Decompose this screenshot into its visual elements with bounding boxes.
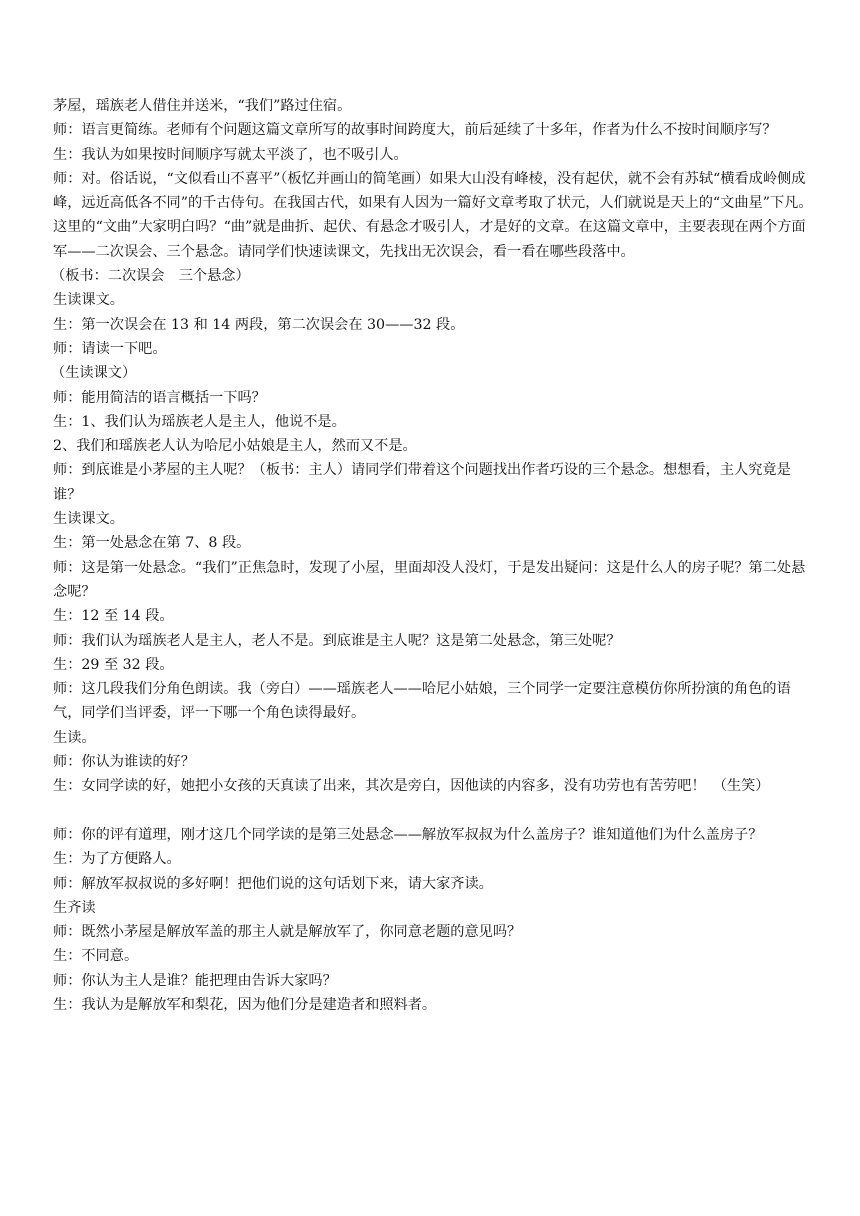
text-line: 生：第一次误会在 13 和 14 两段，第二次误会在 30——32 段。 (53, 316, 465, 333)
text-line: 师：能用简洁的语言概括一下吗？ (53, 389, 266, 406)
text-line: （生读课文） (51, 365, 137, 382)
text-line: 生齐读 (53, 899, 96, 916)
text-line: 生：女同学读的好，她把小女孩的天真读了出来，其次是旁白，因他读的内容多，没有功劳也有苦劳吧！ （生笑） (53, 778, 770, 795)
text-line: 生：我认为是解放军和梨花，因为他们分是建造者和照料者。 (53, 996, 437, 1013)
text-line: 生读课文。 (53, 511, 124, 528)
text-line: 2、我们和瑶族老人认为哈尼小姑娘是主人，然而又不是。 (53, 438, 417, 455)
text-line: 生读课文。 (53, 292, 124, 309)
text-line: 茅屋，瑶族老人借住并送米，“我们”路过住宿。 (53, 98, 352, 114)
text-line: 师：对。俗话说，“文似看山不喜平”（板忆并画山的简笔画）如果大山没有峰棱，没有起伏，就不会有苏轼“横看成岭侧成峰，远近高低各不同”的千古侍句。在我国古代，如果有人因为一篇好文章考取了状元，人们就说是天上的“文曲星”下凡。这里的“文曲”大家明白吗？“曲”就是曲折、起伏、有悬念才吸引人，才是好的文章。在这篇文章中，主要表现在两个方面军——二次误会、三个悬念。请同学们快速读课文，先找出无次误会，看一看在哪些段落中。 (53, 170, 813, 260)
text-line: 师：你认为主人是谁？能把理由告诉大家吗？ (53, 972, 337, 989)
text-line: 生：12 至 14 段。 (53, 608, 174, 625)
text-line: 师：到底谁是小茅屋的主人呢？（板书：主人）请同学们带着这个问题找出作者巧设的三个悬念。想想看，主人究竟是谁？ (53, 462, 791, 503)
text-line: （板书：二次误会 三个悬念） (51, 268, 250, 285)
text-line: 师：这是第一处悬念。“我们”正焦急时，发现了小屋，里面却没人没灯，于是发出疑问：这是什么人的房子呢？第二处悬念呢？ (53, 559, 806, 600)
blank-line (53, 799, 813, 823)
text-line: 生：29 至 32 段。 (53, 656, 174, 673)
text-line: 师：解放军叔叔说的多好啊！把他们说的这句话划下来，请大家齐读。 (53, 875, 493, 892)
text-line: 师：你认为谁读的好？ (53, 754, 195, 771)
text-line: 生：1、我们认为瑶族老人是主人，他说不是。 (53, 413, 346, 430)
text-line: 师：语言更简练。老师有个问题这篇文章所写的故事时间跨度大，前后延续了十多年，作者为什么不按时间顺序写？ (53, 122, 777, 139)
text-line: 生读。 (53, 729, 96, 746)
text-line: 师：你的评有道理，刚才这几个同学读的是第三处悬念——解放军叔叔为什么盖房子？谁知道他们为什么盖房子？ (53, 826, 763, 843)
document-page (53, 94, 813, 1017)
text-line: 师：请读一下吧。 (53, 340, 167, 357)
text-line: 生：不同意。 (53, 948, 139, 965)
text-line: 生：我认为如果按时间顺序写就太平淡了，也不吸引人。 (53, 146, 408, 163)
text-line: 生：第一处悬念在第 7、8 段。 (53, 535, 251, 552)
text-line: 师：既然小茅屋是解放军盖的那主人就是解放军了，你同意老题的意见吗？ (53, 924, 522, 941)
text-line: 师：我们认为瑶族老人是主人，老人不是。到底谁是主人呢？这是第二处悬念，第三处呢？ (53, 632, 621, 649)
text-line: 师：这几段我们分角色朗读。我（旁白）——瑶族老人——哈尼小姑娘，三个同学一定要注意模仿你所扮演的角色的语气，同学们当评委，评一下哪一个角色读得最好。 (53, 681, 791, 722)
text-line: 生：为了方便路人。 (53, 851, 181, 868)
